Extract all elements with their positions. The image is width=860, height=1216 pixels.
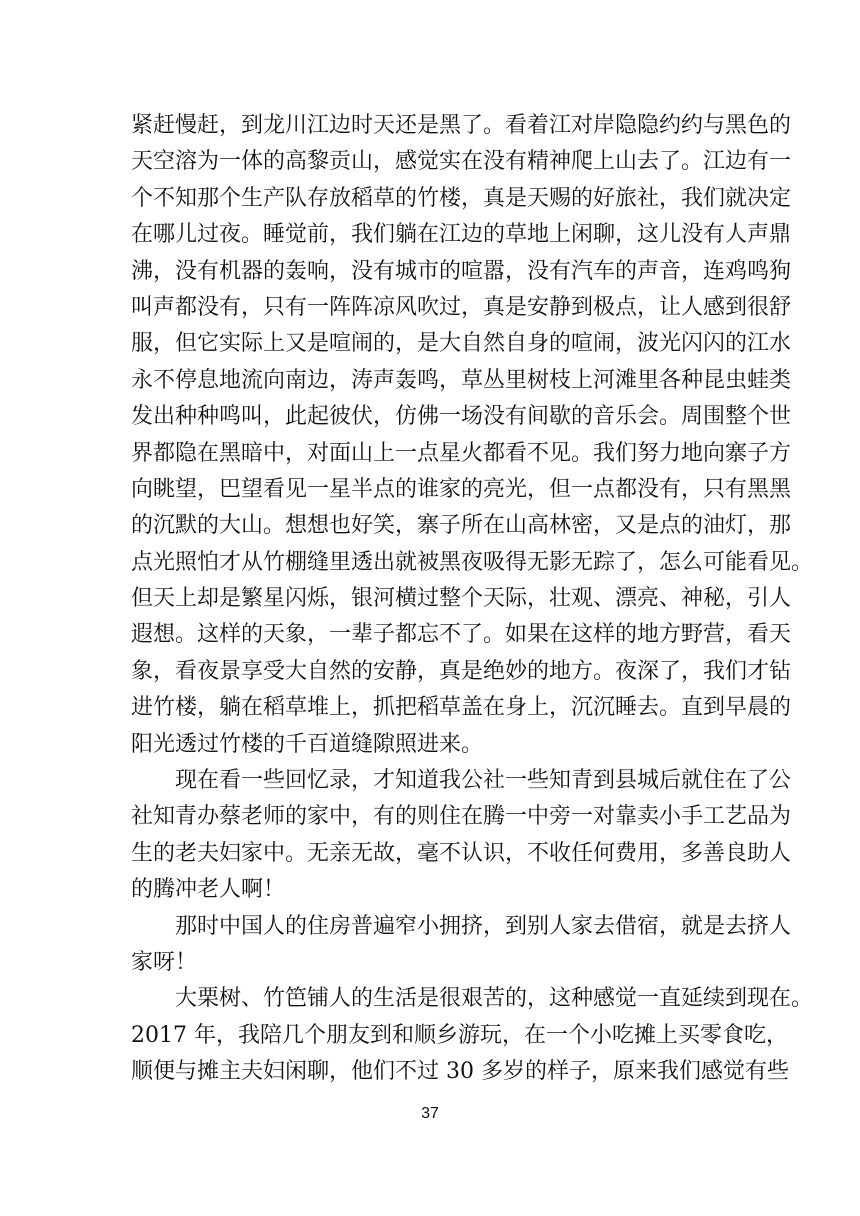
text-line: 天空溶为一体的高黎贡山，感觉实在没有精神爬上山去了。江边有一 — [131, 149, 792, 175]
text-line: 个不知那个生产队存放稻草的竹楼，真是天赐的好旅社，我们就决定 — [131, 185, 792, 211]
text-line: 的沉默的大山。想想也好笑，寨子所在山高林密，又是点的油灯，那 — [131, 513, 792, 539]
text-line: 2017 年，我陪几个朋友到和顺乡游玩，在一个小吃摊上买零食吃， — [131, 1022, 788, 1048]
text-line: 遐想。这样的天象，一辈子都忘不了。如果在这样的地方野营，看天 — [131, 622, 792, 648]
text-line: 沸，没有机器的轰响，没有城市的喧嚣，没有汽车的声音，连鸡鸣狗 — [131, 258, 792, 284]
text-line: 社知青办蔡老师的家中，有的则住在腾一中旁一对靠卖小手工艺品为 — [131, 804, 792, 830]
text-line: 叫声都没有，只有一阵阵凉风吹过，真是安静到极点，让人感到很舒 — [131, 294, 792, 320]
text-line: 永不停息地流向南边，涛声轰鸣，草丛里树枝上河滩里各种昆虫蛙类 — [131, 367, 792, 393]
text-line: 家呀！ — [131, 949, 198, 975]
text-line: 但天上却是繁星闪烁，银河横过整个天际，壮观、漂亮、神秘，引人 — [131, 586, 792, 612]
paragraph-first-line: 大栗树、竹笆铺人的生活是很艰苦的，这种感觉一直延续到现在。 — [175, 986, 814, 1012]
text-line: 点光照怕才从竹棚缝里透出就被黑夜吸得无影无踪了，怎么可能看见。 — [131, 549, 814, 575]
text-line: 的腾冲老人啊！ — [131, 877, 286, 903]
text-line: 顺便与摊主夫妇闲聊，他们不过 30 多岁的样子，原来我们感觉有些 — [131, 1059, 789, 1085]
body-text — [131, 108, 814, 1091]
text-line: 生的老夫妇家中。无亲无故，毫不认识，不收任何费用，多善良助人 — [131, 840, 792, 866]
text-line: 界都隐在黑暗中，对面山上一点星火都看不见。我们努力地向寨子方 — [131, 440, 792, 466]
text-line: 向眺望，巴望看见一星半点的谁家的亮光，但一点都没有，只有黑黑 — [131, 476, 792, 502]
text-line: 进竹楼，躺在稻草堆上，抓把稻草盖在身上，沉沉睡去。直到早晨的 — [131, 695, 792, 721]
text-line: 在哪儿过夜。睡觉前，我们躺在江边的草地上闲聊，这儿没有人声鼎 — [131, 222, 792, 248]
text-line: 发出种种鸣叫，此起彼伏，仿佛一场没有间歇的音乐会。周围整个世 — [131, 404, 792, 430]
text-line: 象，看夜景享受大自然的安静，真是绝妙的地方。夜深了，我们才钻 — [131, 658, 792, 684]
paragraph-first-line: 现在看一些回忆录，才知道我公社一些知青到县城后就住在了公 — [175, 768, 792, 794]
text-line: 紧赶慢赶，到龙川江边时天还是黑了。看着江对岸隐隐约约与黑色的 — [131, 113, 792, 138]
text-line: 服，但它实际上又是喧闹的，是大自然自身的喧闹，波光闪闪的江水 — [131, 331, 792, 357]
paragraph-first-line: 那时中国人的住房普遍窄小拥挤，到别人家去借宿，就是去挤人 — [175, 913, 792, 939]
text-line: 阳光透过竹楼的千百道缝隙照进来。 — [131, 731, 484, 757]
page-number: 37 — [421, 1105, 439, 1122]
